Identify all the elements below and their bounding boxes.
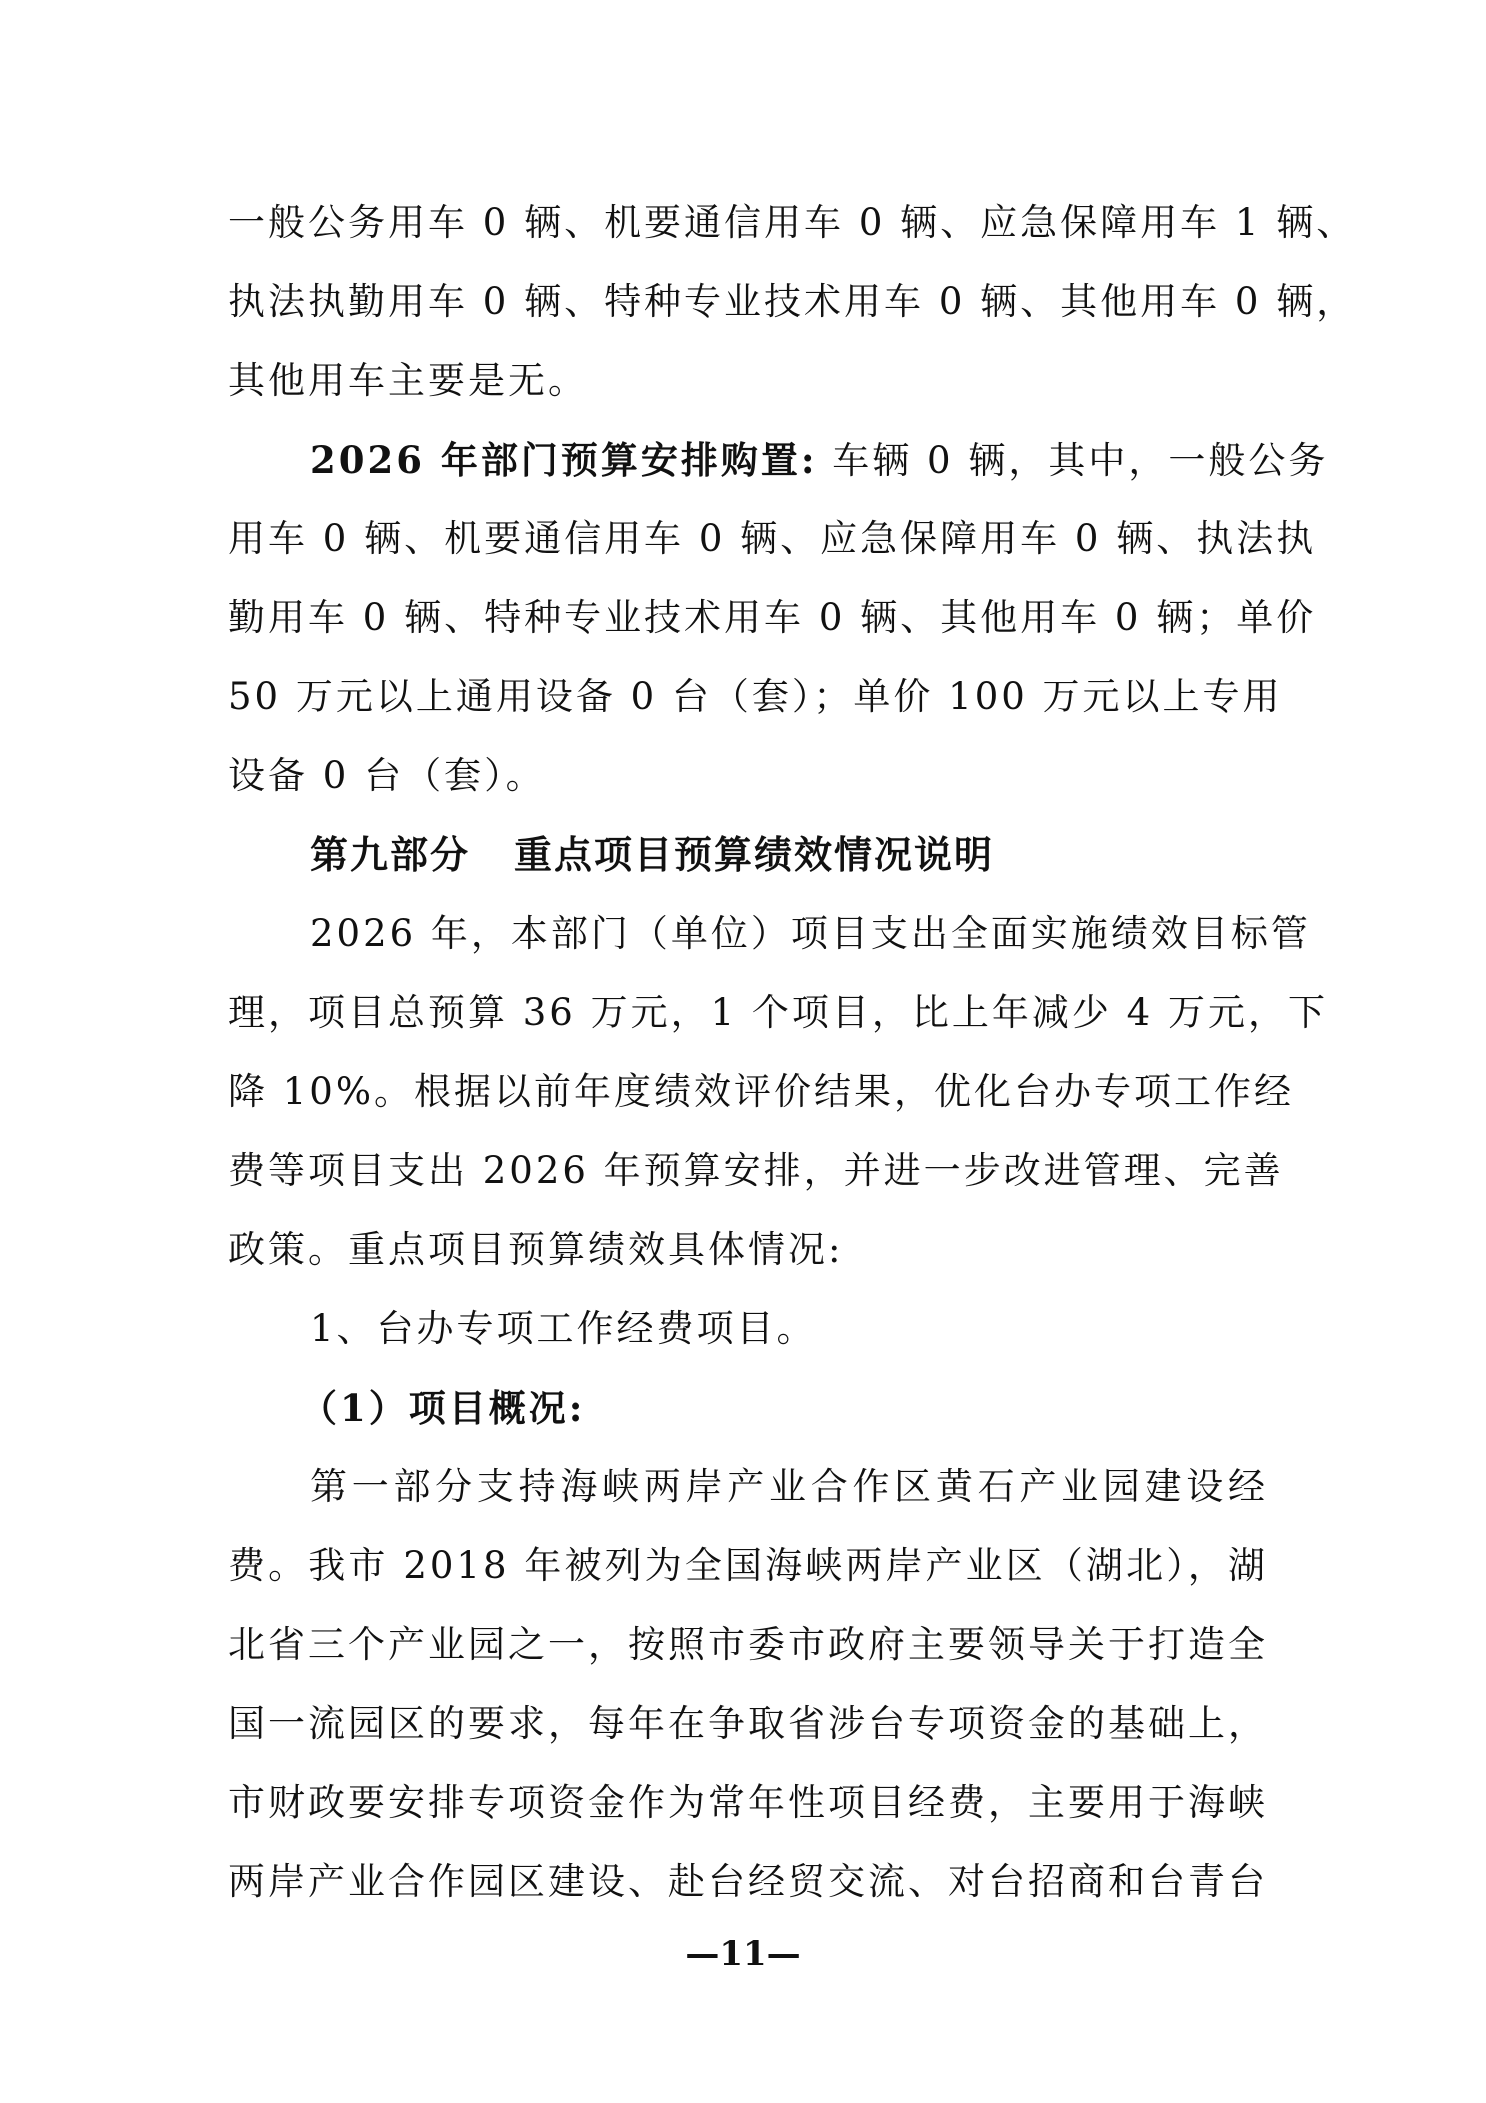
section-heading-part: 第九部分: [310, 833, 471, 877]
paragraph-line: 50 万元以上通用设备 0 台（套）；单价 100 万元以上专用: [228, 675, 1283, 718]
paragraph-line: 政策。重点项目预算绩效具体情况:: [228, 1228, 844, 1271]
purchase-label: 2026 年部门预算安排购置:: [310, 438, 818, 482]
page-number: —11—: [685, 1934, 801, 1974]
paragraph-line: 理，项目总预算 36 万元，1 个项目，比上年减少 4 万元，下: [228, 991, 1328, 1034]
paragraph-line: 国一流园区的要求，每年在争取省涉台专项资金的基础上，: [228, 1702, 1268, 1745]
paragraph-line: 第一部分支持海峡两岸产业合作区黄石产业园建设经: [310, 1465, 1268, 1508]
paragraph-line: 设备 0 台（套）。: [228, 754, 546, 797]
paragraph-line: 费等项目支出 2026 年预算安排，并进一步改进管理、完善: [228, 1149, 1284, 1192]
project-item: 1、台办专项工作经费项目。: [310, 1307, 817, 1350]
paragraph-line: 用车 0 辆、机要通信用车 0 辆、应急保障用车 0 辆、执法执: [228, 517, 1317, 560]
purchase-text: 车辆 0 辆，其中，一般公务: [817, 439, 1329, 482]
paragraph-line: 市财政要安排专项资金作为常年性项目经费，主要用于海峡: [228, 1781, 1268, 1824]
paragraph-line: 降 10%。根据以前年度绩效评价结果，优化台办专项工作经: [228, 1070, 1294, 1113]
overview-heading: （1）项目概况:: [300, 1386, 586, 1430]
paragraph-line: 北省三个产业园之一，按照市委市政府主要领导关于打造全: [228, 1623, 1268, 1666]
section-heading: [310, 831, 994, 879]
paragraph-line: 2026 年，本部门（单位）项目支出全面实施绩效目标管: [310, 912, 1311, 955]
paragraph-line: 两岸产业合作园区建设、赴台经贸交流、对台招商和台青台: [228, 1860, 1268, 1903]
paragraph-line: 其他用车主要是无。: [228, 359, 588, 402]
paragraph-line: 一般公务用车 0 辆、机要通信用车 0 辆、应急保障用车 1 辆、: [228, 201, 1357, 244]
purchase-paragraph-first-line: [310, 436, 1329, 484]
section-heading-title: 重点项目预算绩效情况说明: [514, 833, 995, 877]
paragraph-line: 勤用车 0 辆、特种专业技术用车 0 辆、其他用车 0 辆；单价: [228, 596, 1317, 639]
paragraph-line: 执法执勤用车 0 辆、特种专业技术用车 0 辆、其他用车 0 辆，: [228, 280, 1357, 323]
paragraph-line: 费。我市 2018 年被列为全国海峡两岸产业区（湖北），湖: [228, 1544, 1268, 1587]
